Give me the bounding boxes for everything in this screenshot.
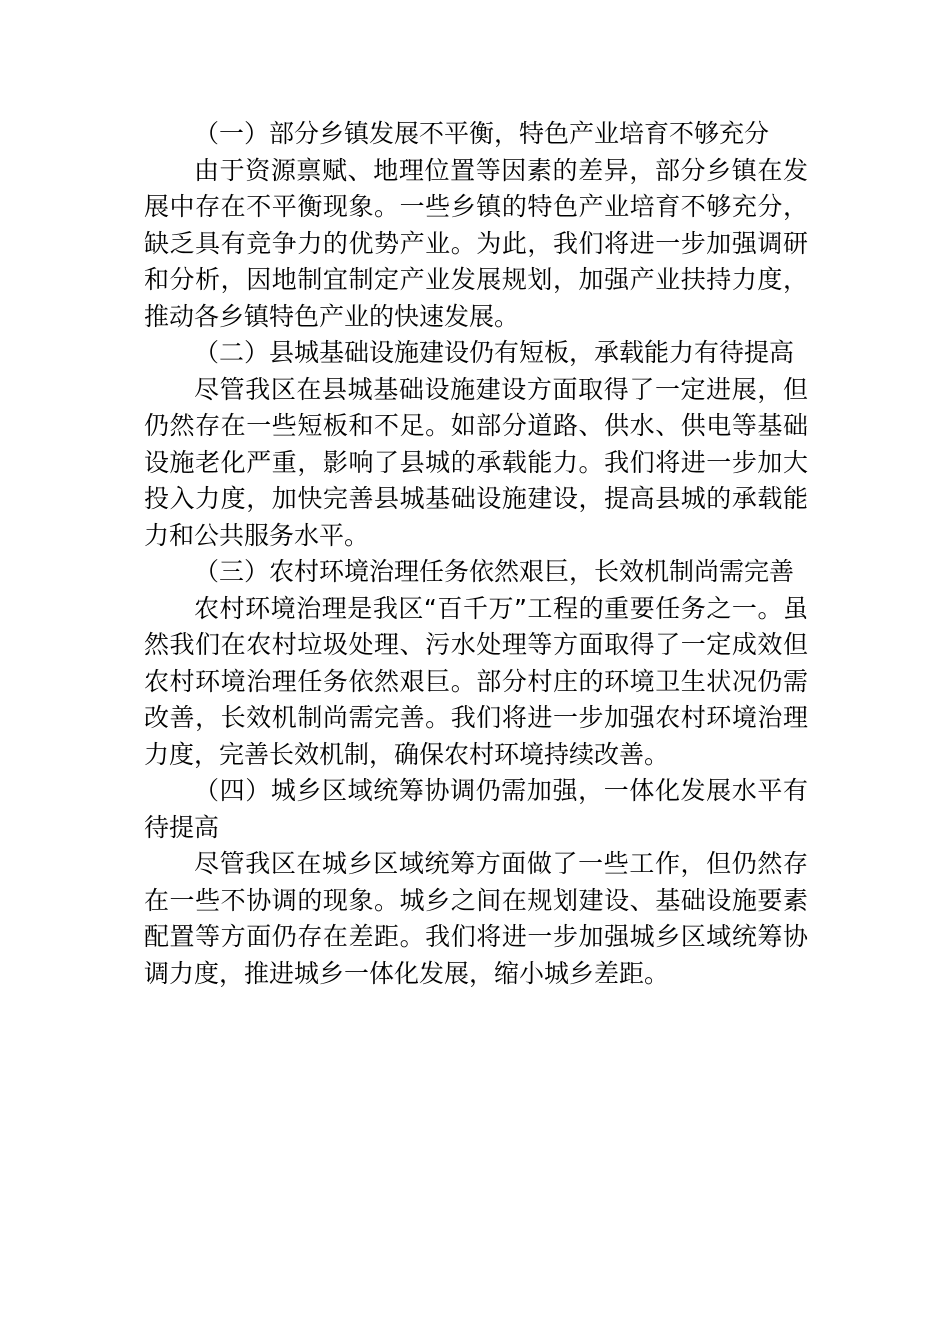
section-heading-2: （二）县城基础设施建设仍有短板，承载能力有待提高 <box>194 338 795 367</box>
section-heading-1: （一）部分乡镇发展不平衡，特色产业培育不够充分 <box>194 119 770 148</box>
document-body <box>144 116 808 992</box>
section-paragraph-3: 农村环境治理是我区“百千万”工程的重要任务之一。虽然我们在农村垃圾处理、污水处理等方面取得了一定成效但农村环境治理任务依然艰巨。部分村庄的环境卫生状况仍需改善，长效机制尚需完善。我们将进一步加强农村环境治理力度，完善长效机制，确保农村环境持续改善。 <box>144 593 808 769</box>
section-paragraph-4: 尽管我区在城乡区域统筹方面做了一些工作，但仍然存在一些不协调的现象。城乡之间在规划建设、基础设施要素配置等方面仍存在差距。我们将进一步加强城乡区域统筹协调力度，推进城乡一体化发展，缩小城乡差距。 <box>144 849 808 988</box>
section-heading-4: （四）城乡区域统筹协调仍需加强，一体化发展水平有待提高 <box>144 776 808 842</box>
section-paragraph-2: 尽管我区在县城基础设施建设方面取得了一定进展，但仍然存在一些短板和不足。如部分道路、供水、供电等基础设施老化严重，影响了县城的承载能力。我们将进一步加大投入力度，加快完善县城基础设施建设，提高县城的承载能力和公共服务水平。 <box>144 374 808 550</box>
section-heading-3: （三）农村环境治理任务依然艰巨，长效机制尚需完善 <box>194 557 795 586</box>
section-paragraph-1: 由于资源禀赋、地理位置等因素的差异，部分乡镇在发展中存在不平衡现象。一些乡镇的特色产业培育不够充分，缺乏具有竞争力的优势产业。为此，我们将进一步加强调研和分析，因地制宜制定产业发展规划，加强产业扶持力度，推动各乡镇特色产业的快速发展。 <box>144 155 808 331</box>
